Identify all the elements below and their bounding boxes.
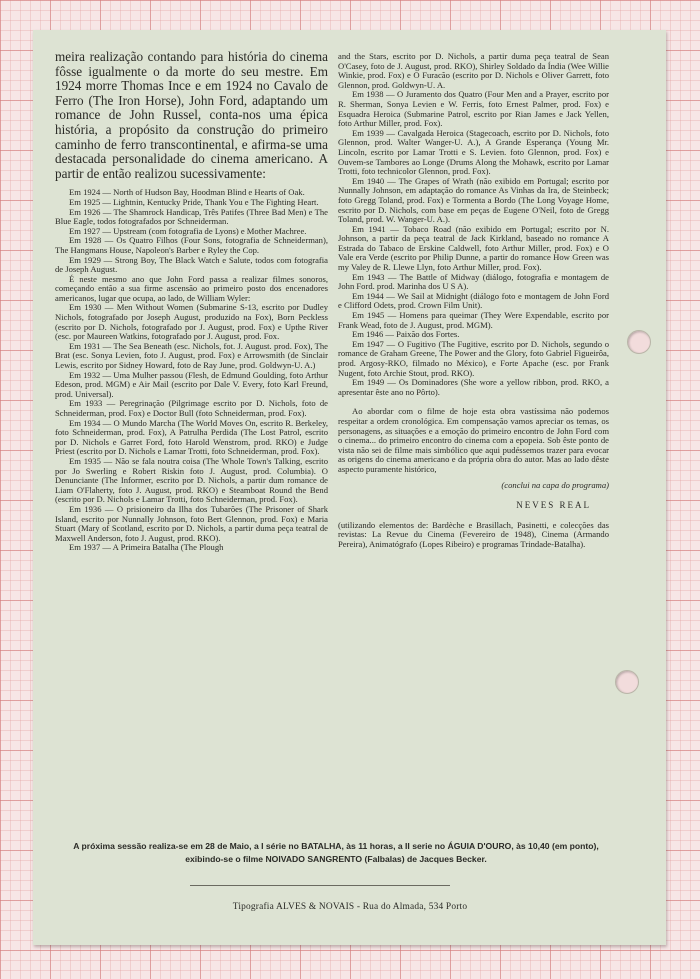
filmography-entry: Em 1924 — North of Hudson Bay, Hoodman Blind e Hearts of Oak. — [69, 187, 305, 198]
left-column — [55, 50, 328, 553]
filmography-entry: Em 1940 — The Grapes of Wrath (não exibido em Portugal; escrito por Nunnally Johnson, em adaptação do romance As Vinhas da Ira, de Steinbeck; foto Gregg Toland, prod. Fox) e Tormenta a Bordo (The Long Voyage Home, escrito por D. Nichols, com base em peças de Eugene O'Neil, foto de Gregg Toland, prod. W. Wanger-U. A.). — [338, 175, 609, 225]
filmography-entry: Em 1939 — Cavalgada Heroica (Stagecoach, escrito por D. Nichols, foto Glennon, prod. Walter Wanger-U. A.), A Grande Esperança (Young Mr. Lincoln, escrito por Lamar Trotti e S. Levien. foto Glennon, prod. Fox) e Ouvem-se Tambores ao Longe (Drums Along the Mohawk, escrito por Lamar Trotti, foto technicolor Glennon, prod. Fox). — [338, 127, 609, 177]
punch-hole-bottom — [615, 670, 639, 694]
filmography-entry: Em 1931 — The Sea Beneath (esc. Nichols, fot. J. August. prod. Fox), The Brat (esc. Sonya Levien, foto J. August, prod. Fox) e Arrowsmith (de Sinclair Lewis, escrito por Sidney Howard, foto de Ray June, prod. Goldwyn-U. A.) — [55, 340, 328, 371]
filmography-entry: Em 1925 — Lightnin, Kentucky Pride, Thank You e The Fighting Heart. — [69, 196, 319, 207]
closing-paragraph: Ao abordar com o filme de hoje esta obra vastíssima não podemos respeitar a ordem cronológica. Em compensação vamos apreciar os temas, os personagens, as situações e a emoção do primeiro encontro de John Ford com o cinema... do primeiro encontro do cinema com a epopeia. Sob êste ponto de vista não sei de filme mais simbólico que aqui pudéssemos trazer para evocar as origens do cinema americano e da própria obra do autor. Mas ao lado dêste aspecto puramente histórico, — [338, 406, 609, 474]
sources-note: (utilizando elementos de: Bardèche e Brasillach, Pasinetti, e colecções das revistas: La Revue du Cinema (Fevereiro de 1948), Cinema (Armando Pereira), Animatógrafo (Lopes Ribeiro) e programas Trindade-Batalha). — [338, 519, 609, 549]
continued-note: (conclui na capa do programa) — [501, 479, 609, 490]
filmography-left — [55, 188, 328, 553]
punch-hole-top — [627, 330, 651, 354]
filmography-entry: Em 1945 — Homens para queimar (They Were Expendable, escrito por Frank Wead, foto de J. August, prod. MGM). — [338, 310, 609, 330]
filmography-entry: É neste mesmo ano que John Ford passa a realizar filmes sonoros, começando então a sua firme ascensão ao primeiro posto dos encenadores americanos, lugar que ocupa, ao lado, de William Wyler: — [55, 273, 328, 303]
divider-rule — [190, 885, 450, 886]
filmography-entry: Em 1943 — The Battle of Midway (diálogo, fotografia e montagem de John Ford. prod. Marinha dos U S A). — [338, 271, 609, 292]
filmography-entry: Em 1944 — We Sail at Midnight (diálogo foto e montagem de John Ford e Clifford Odets, prod. Crown Film Unit). — [338, 290, 609, 311]
filmography-entry: Em 1937 — A Primeira Batalha (The Plough — [69, 542, 224, 553]
filmography-entry: Em 1929 — Strong Boy, The Black Watch e Salute, todos com fotografia de Joseph August. — [55, 254, 328, 275]
filmography-entry: Em 1946 — Paixão dos Fortes. — [352, 329, 460, 340]
filmography-entry: Em 1926 — The Shamrock Handicap, Três Patifes (Three Bad Men) e The Blue Eagle, todos fotografados por Schneiderman. — [55, 206, 328, 227]
filmography-entry: Em 1949 — Os Dominadores (She wore a yellow ribbon, prod. RKO, a apresentar êste ano no Pôrto). — [338, 377, 609, 397]
filmography-entry: Em 1938 — O Juramento dos Quatro (Four Men and a Prayer, escrito por R. Sherman, Sonya Levien e W. Ferris, foto Ernest Palmer, prod. Fox) e Esquadra Heroica (Submarine Patrol, escrito por Rian James e Jack Yellen, foto Arthur Miller, prod. Fox). — [338, 89, 609, 129]
filmography-entry: and the Stars, escrito por D. Nichols, a partir duma peça teatral de Sean O'Casey, foto de J. August, prod. RKO), Shirley Soldado da Índia (Wee Willie Winkie, prod. Fox) e O Furacão (escrito por D. Nichols e Oliver Garrett, foto Glennon, prod. Goldwyn-U. A. — [338, 51, 609, 90]
filmography-entry: Em 1934 — O Mundo Marcha (The World Moves On, escrito R. Berkeley, foto Schneiderman, prod. Fox), A Patrulha Perdida (The Lost Patrol, escrito por D. Nichols e Garret Ford, foto Harold Wenstrom, prod. RKO) e Judge Priest (escrito por D. Nichols e Lamar Trotti, foto Schneiderman, prod. Fox). — [55, 417, 328, 457]
filmography-entry: Em 1941 — Tobaco Road (não exibido em Portugal; escrito por N. Johnson, a partir da peça teatral de Jack Kirkland, baseado no romance A Estrada do Tabaco de Erskine Caldwell, foto Arthur Miller, prod. Fox) e O Vale era Verde (escrito por Philip Dunne, a partir do romance How Green was my Valey de R. Llewe Llyn, foto Arthur Miller, prod. Fox). — [338, 223, 609, 273]
filmography-entry: Em 1935 — Não se fala noutra coisa (The Whole Town's Talking, escrito por Jo Swerling e Robert Riskin foto J. August, prod. Columbia). O Denunciante (The Informer, escrito por D. Nichols, a partir dum romance de Liam O'Flaherty, foto J. August, prod. RKO) e Steamboat Round the Bend (escrito por D. Nichols e Lamar Trotti, foto Schneiderman, prod. Fox). — [55, 455, 328, 505]
right-column — [338, 52, 609, 549]
next-session-notice: A próxima sessão realiza-se em 28 de Maio, a I série no BATALHA, às 11 horas, a II serie no ÁGUIA D'OURO, às 10,40 (em ponto), exibindo-se o filme NOIVADO SANGRENTO (Falbalas) de Jacques Becker. — [73, 841, 599, 864]
filmography-entry: Em 1936 — O prisioneiro da Ilha dos Tubarões (The Prisoner of Shark Island, escrito por Nunnally Johnson, foto Bert Glennon, prod. Fox) e Maria Stuart (Mary of Scotland, escrito por D. Nichols, a partir duma peça teatral de Maxwell Anderson, foto J. August, prod. RKO). — [55, 503, 328, 543]
author-name: NEVES REAL — [516, 499, 591, 510]
filmography-entry: Em 1933 — Peregrinação (Pilgrimage escrito por D. Nichols, foto de Schneiderman, prod. Fox) e Doctor Bull (foto Schneiderman, prod. Fox). — [55, 398, 328, 418]
filmography-entry: Em 1947 — O Fugitivo (The Fugitive, escrito por D. Nichols, segundo o romance de Graham Greene, The Power and the Glory, foto Gabriel Figueirôa, prod. Argosy-RKO, filmado no México), e Forte Apache (esc. por Frank Nugent, foto Archie Stout, prod. RKO). — [338, 338, 609, 378]
filmography-entry: Em 1928 — Os Quatro Filhos (Four Sons, fotografia de Schneiderman), The Hangmans House, Napoleon's Barber e Ryley the Cop. — [55, 235, 328, 255]
intro-paragraph: meira realização contando para história do cinema fôsse igualmente o da morte do seu mestre. Em 1924 morre Thomas Ince e em 1924 no Cavalo de Ferro (The Iron Horse), John Ford, adaptando um romance de John Russel, conta-nos uma épica história, a propósito da construção do primeiro caminho de ferro transcontinental, e afirma-se uma destacada personalidade do cinema americano. A partir de então realizou sucessivamente: — [55, 49, 328, 181]
filmography-entry: Em 1930 — Men Without Women (Submarine S-13, escrito por Dudley Nichols, fotografado por Joseph August, produzido na Fox), Born Peckless (escrito por D. Nichols, fotografado por J. August, prod. Fox) e Upthe River (esc. por Maureen Watkins, fotografado por J. August, prod. Fox. — [55, 302, 328, 342]
filmography-entry: Em 1932 — Uma Mulher passou (Flesh, de Edmund Goulding, foto Arthur Edeson, prod. MGM) e Air Mail (escrito por Dale V. Every, foto Karl Freund, prod. Universal). — [55, 369, 328, 399]
filmography-right — [338, 52, 609, 397]
filmography-entry: Em 1927 — Upstream (com fotografia de Lyons) e Mother Machree. — [69, 225, 307, 236]
printer-imprint: Tipografia ALVES & NOVAIS - Rua do Almada, 534 Porto — [232, 902, 468, 912]
